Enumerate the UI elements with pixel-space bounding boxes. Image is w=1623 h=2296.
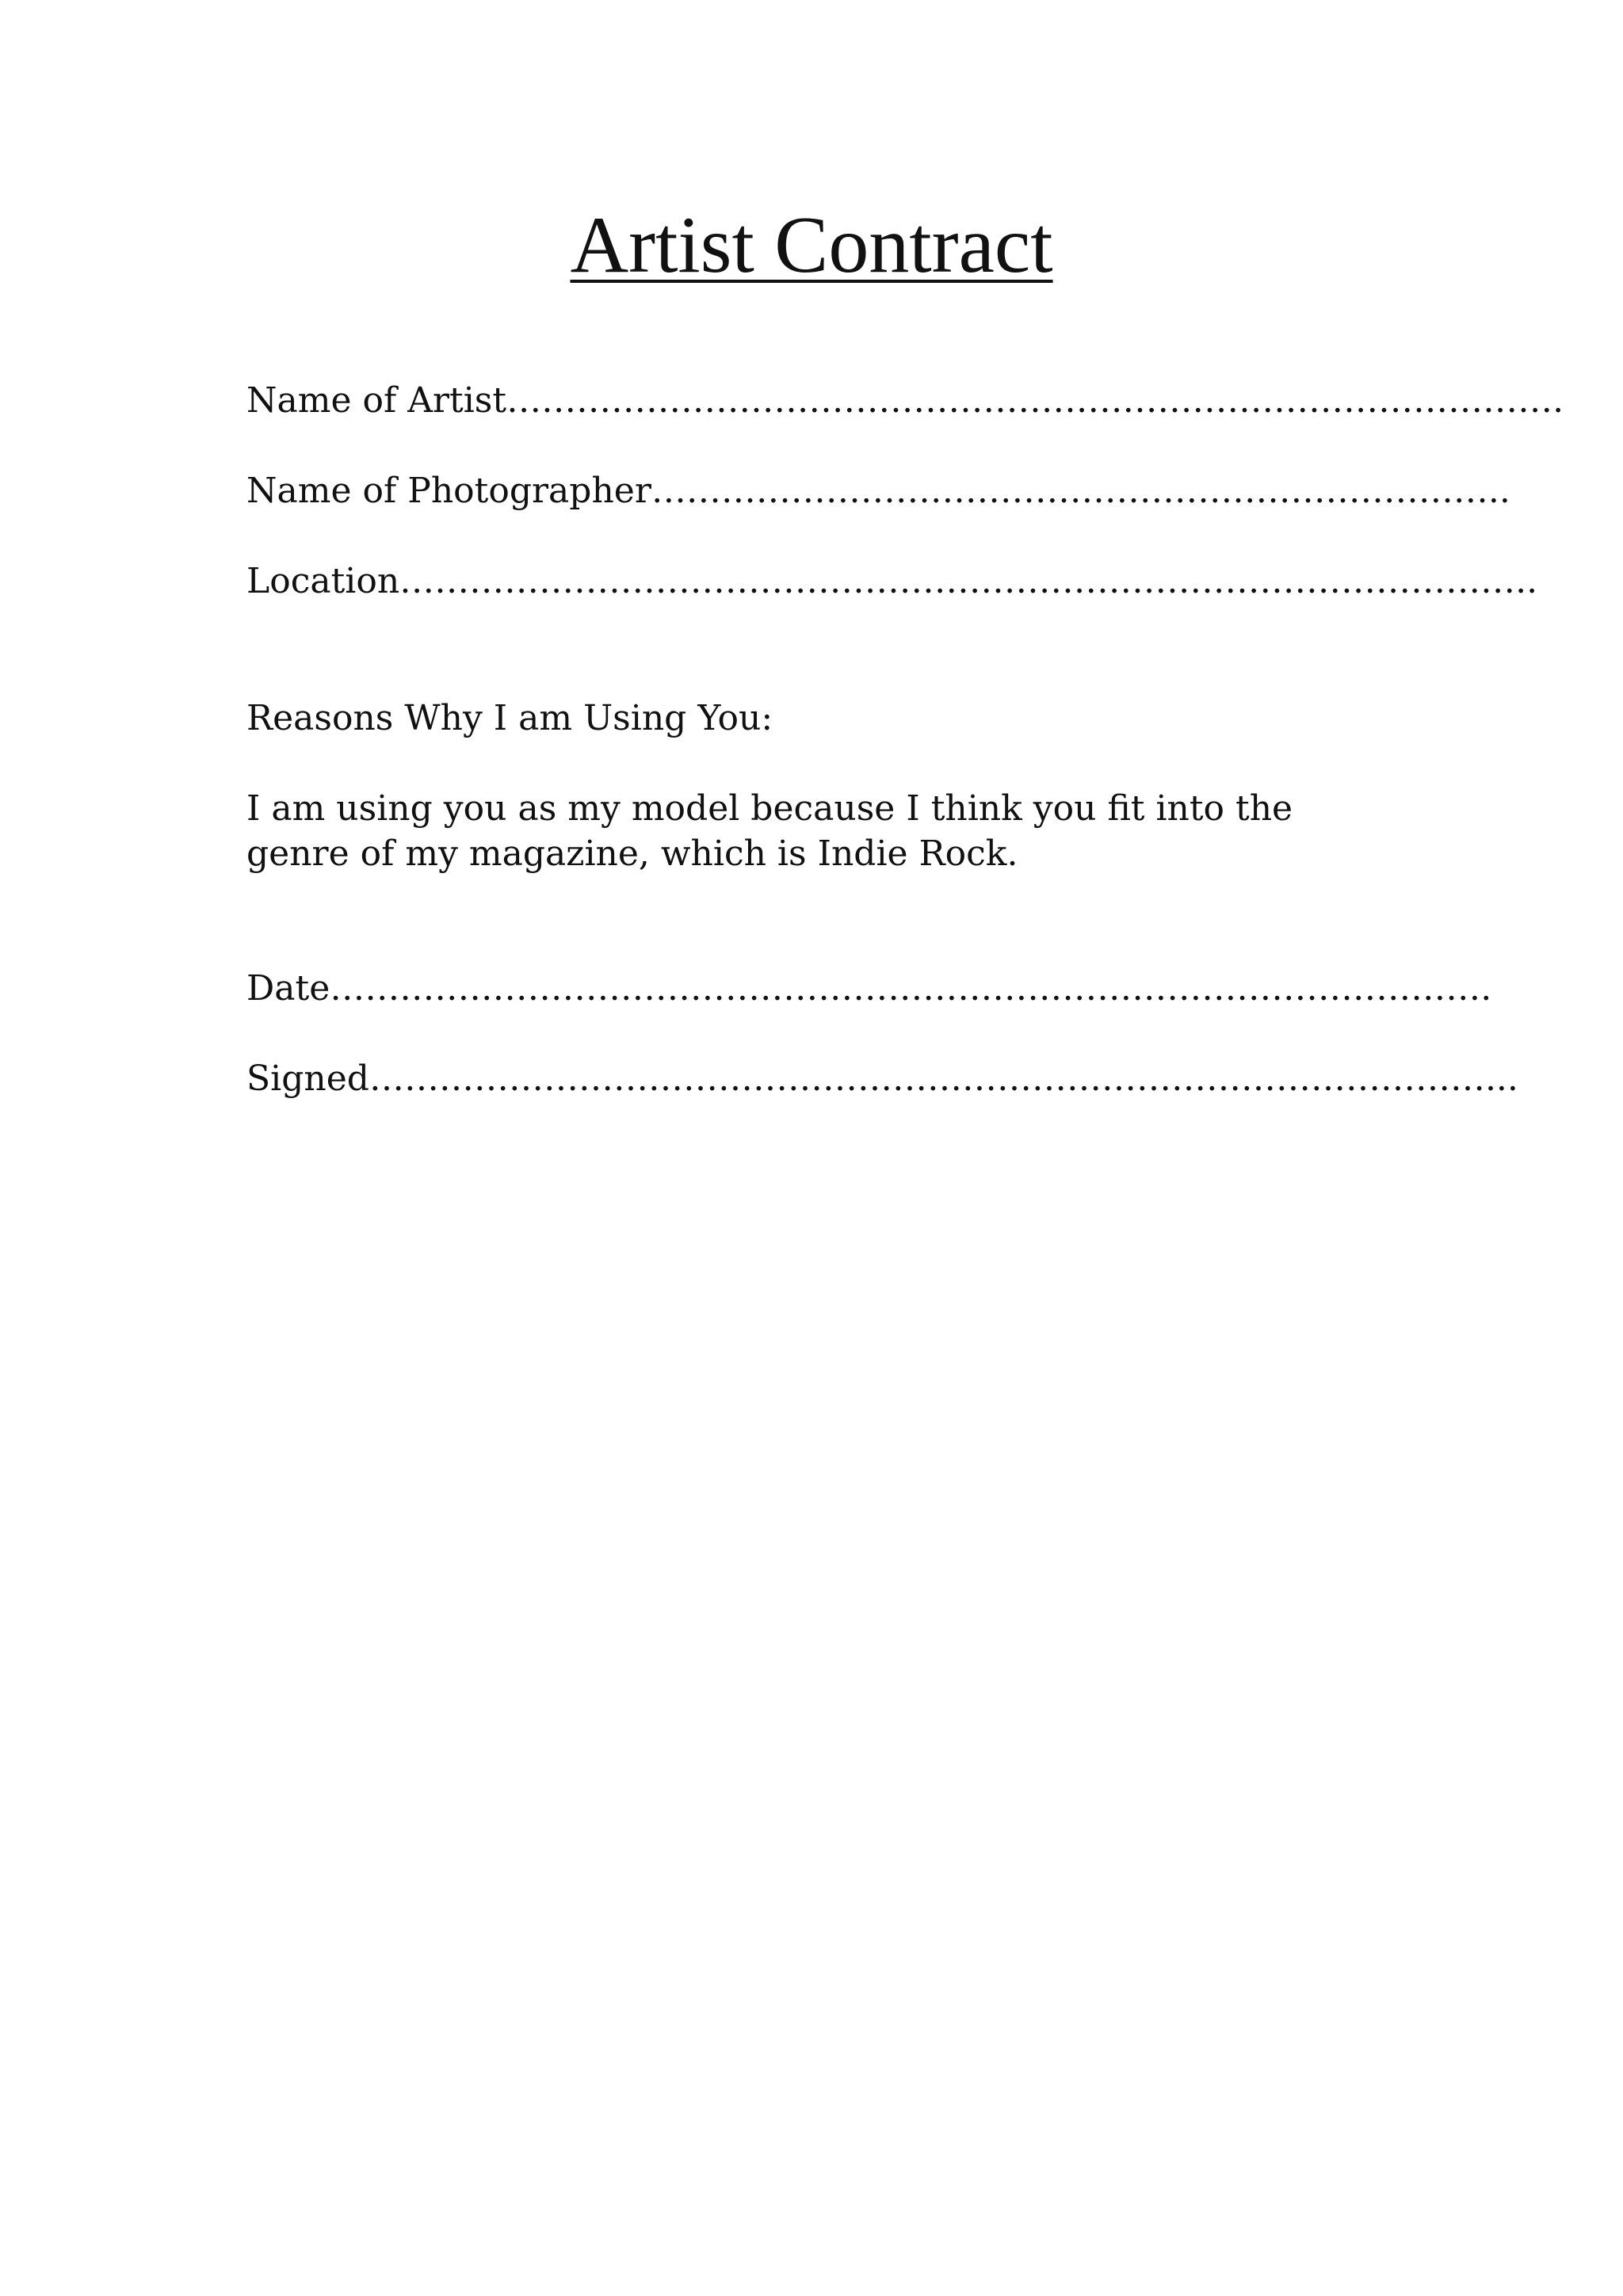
fill-in-dots: ………………………………………………………………………………. [506, 380, 1564, 421]
fill-in-dots: ……………………………………………………………….. [651, 471, 1510, 511]
field-name-of-artist [246, 379, 1564, 423]
fill-in-dots: ………………………………………………………………………………………. [330, 968, 1492, 1009]
field-label: Name of Photographer [246, 471, 651, 511]
field-date [246, 967, 1492, 1011]
reasons-body: I am using you as my model because I think you fit into the genre of my magazine, which is Indie Rock. [246, 788, 1293, 874]
field-name-of-photographer [246, 469, 1510, 513]
field-label: Signed [246, 1058, 369, 1099]
field-label: Name of Artist [246, 380, 507, 421]
fill-in-dots: …………………………………………………………………………………….. [399, 561, 1538, 601]
fill-in-dots: ……………………………………………………………………………………... [369, 1058, 1518, 1099]
reasons-heading: Reasons Why I am Using You: [246, 698, 773, 738]
field-label: Location [246, 561, 400, 601]
field-signed [246, 1057, 1518, 1101]
field-location [246, 559, 1538, 604]
field-label: Date [246, 968, 330, 1009]
document-title: Artist Contract [570, 200, 1053, 290]
